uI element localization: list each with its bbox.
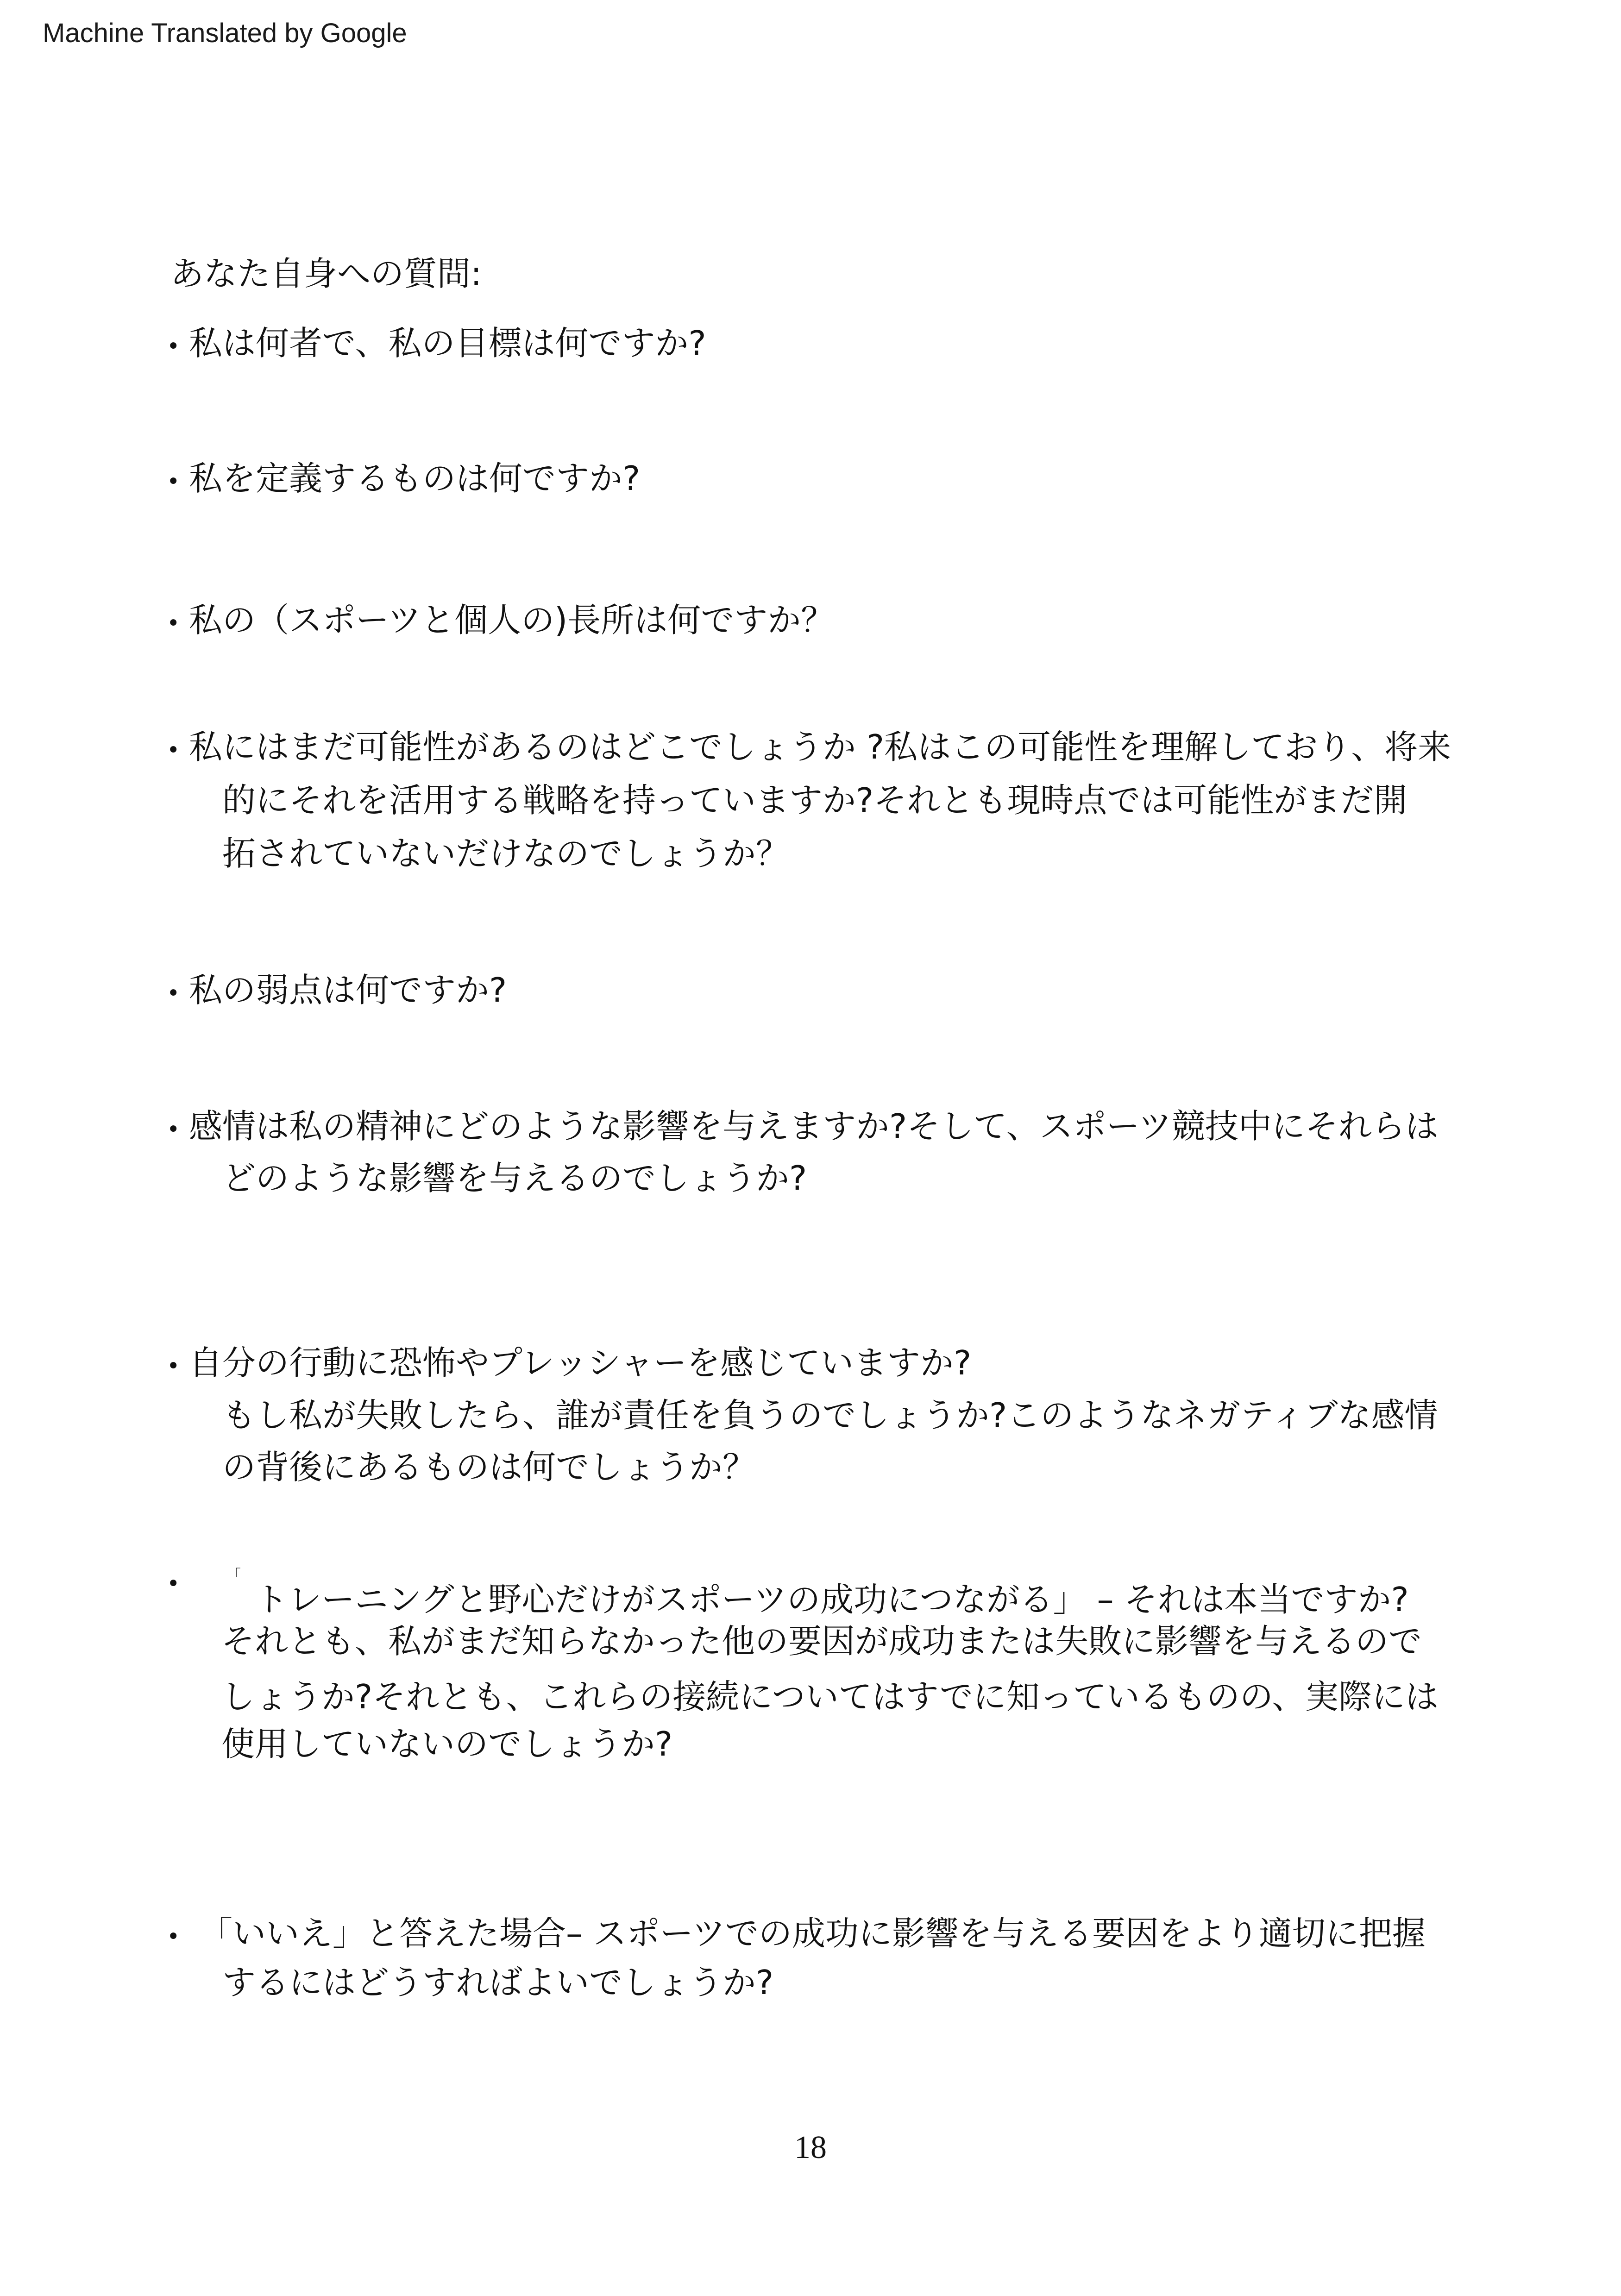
page-number: 18 [794, 2130, 827, 2165]
question-9-line-2: するにはどうすればよいでしょうか? [222, 1963, 774, 2002]
question-2-line-1: 私を定義するものは何ですか? [189, 459, 641, 498]
bullet-7: • [167, 1353, 180, 1379]
question-4-line-2: 的にそれを活用する戦略を持っていますか?それとも現時点では可能性がまだ開 [222, 781, 1407, 820]
question-4-line-3: 拓されていないだけなのでしょうか？ [222, 834, 790, 873]
quote-corner-mark: 「 [227, 1567, 241, 1583]
question-7-line-2: もし私が失敗したら、誰が責任を負うのでしょうか?このようなネガティブな感情 [222, 1396, 1438, 1435]
question-9-line-1: 「いいえ」と答えた場合– スポーツでの成功に影響を与える要因をより適切に把握 [199, 1914, 1426, 1953]
question-1-line-1: 私は何者で、私の目標は何ですか? [189, 324, 706, 363]
question-8-line-2: それとも、私がまだ知らなかった他の要因が成功または失敗に影響を与えるので [221, 1622, 1422, 1661]
bullet-1: • [167, 333, 180, 359]
bullet-9: • [167, 1924, 180, 1950]
bullet-6: • [167, 1117, 180, 1142]
question-8-line-1: トレーニングと野心だけがスポーツの成功につながる」 – それは本当ですか? [255, 1580, 1409, 1619]
question-3-line-1: 私の（スポーツと個人の)長所は何ですか？ [189, 601, 835, 640]
question-5-line-1: 私の弱点は何ですか? [189, 971, 507, 1010]
question-6-line-1: 感情は私の精神にどのような影響を与えますか?そして、スポーツ競技中にそれらは [189, 1107, 1439, 1146]
question-6-line-2: どのような影響を与えるのでしょうか? [222, 1159, 807, 1198]
machine-translated-label: Machine Translated by Google [43, 18, 407, 48]
bullet-2: • [167, 469, 180, 495]
question-7-line-3: の背後にあるものは何でしょうか？ [222, 1448, 756, 1487]
bullet-8: • [167, 1571, 180, 1597]
question-8-line-3: しょうか?それとも、これらの接続についてはすでに知っているものの、実際には [221, 1677, 1439, 1716]
question-4-line-1: 私にはまだ可能性があるのはどこでしょうか ?私はこの可能性を理解しており、将来 [189, 728, 1451, 766]
page-heading: あなた自身への質問: [170, 254, 482, 293]
question-7-line-1: 自分の行動に恐怖やプレッシャーを感じていますか? [189, 1343, 972, 1382]
question-8-line-4: 使用していないのでしょうか? [221, 1725, 673, 1763]
bullet-3: • [167, 610, 180, 636]
bullet-5: • [167, 980, 180, 1006]
bullet-4: • [167, 737, 180, 763]
